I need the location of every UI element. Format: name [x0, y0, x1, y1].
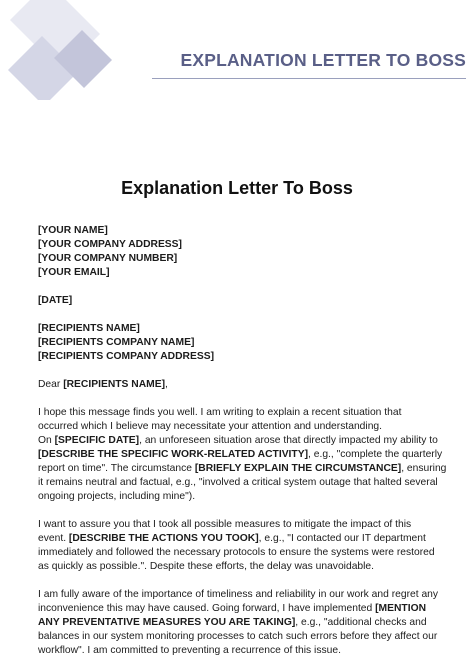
placeholder-text: [DESCRIBE THE SPECIFIC WORK-RELATED ACTIVITY] — [38, 449, 309, 460]
sender-name: [YOUR NAME] — [38, 225, 108, 236]
placeholder-text: [MENTION — [375, 603, 427, 614]
placeholder-text: ANY PREVENTATIVE MEASURES YOU ARE TAKING] — [38, 617, 296, 628]
paragraph-line — [38, 518, 448, 532]
paragraph-line — [38, 434, 448, 448]
paragraph-line — [38, 448, 448, 462]
paragraph-line — [38, 462, 448, 476]
paragraph-line — [38, 490, 448, 504]
paragraph-line — [38, 420, 448, 434]
body-text: workflow". I am committed to preventing a recurrence of this issue. — [38, 645, 341, 656]
body-text: as quickly as possible.". Despite these efforts, the delay was unavoidable. — [38, 561, 375, 572]
placeholder-text: [SPECIFIC DATE] — [54, 435, 140, 446]
body-text: ongoing projects, including mine"). — [38, 491, 196, 502]
placeholder-text: [BRIEFLY EXPLAIN THE CIRCUMSTANCE] — [194, 463, 402, 474]
sender-email: [YOUR EMAIL] — [38, 267, 110, 278]
recipient-company-address: [RECIPIENTS COMPANY ADDRESS] — [38, 351, 215, 362]
body-text: , an unforeseen situation arose that directly impacted my ability to — [139, 435, 438, 446]
paragraph-line — [38, 588, 448, 602]
paragraph-line — [38, 630, 448, 644]
body-text: I hope this message finds you well. I am writing to explain a recent situation that — [38, 407, 402, 418]
paragraph-line — [38, 644, 448, 658]
body-text: immediately and followed the necessary protocols to ensure the systems were restored — [38, 547, 435, 558]
paragraph-line — [38, 546, 448, 560]
salutation-suffix: , — [165, 379, 168, 390]
placeholder-text: [DESCRIBE THE ACTIONS YOU TOOK] — [68, 533, 259, 544]
paragraph-line — [38, 476, 448, 490]
body-text: inconvenience this may have caused. Going forward, I have implemented — [38, 603, 376, 614]
body-paragraphs — [38, 406, 448, 658]
paragraph-line — [38, 560, 448, 574]
paragraph-line — [38, 532, 448, 546]
letter-body — [38, 224, 448, 658]
body-text: I am fully aware of the importance of timeliness and reliability in our work and regret any — [38, 589, 439, 600]
recipient-name: [RECIPIENTS NAME] — [38, 323, 140, 334]
body-text: report on time". The circumstance — [38, 463, 195, 474]
paragraph-line — [38, 602, 448, 616]
body-text: On — [38, 435, 55, 446]
paragraph-line — [38, 406, 448, 420]
header-divider — [152, 78, 466, 79]
body-text: , e.g., "complete the quarterly — [308, 449, 443, 460]
sender-address: [YOUR COMPANY ADDRESS] — [38, 239, 182, 250]
body-text: occurred which I believe may necessitate your attention and understanding. — [38, 421, 383, 432]
body-text: , ensuring — [401, 463, 447, 474]
logo — [0, 0, 150, 100]
salutation — [38, 378, 448, 392]
paragraph-line — [38, 616, 448, 630]
header-title: EXPLANATION LETTER TO BOSS — [180, 50, 466, 70]
body-text: it remains neutral and factual, e.g., "involved a critical system outage that halted several — [38, 477, 438, 488]
body-text: , e.g., "I contacted our IT department — [258, 533, 426, 544]
recipient-company-name: [RECIPIENTS COMPANY NAME] — [38, 337, 195, 348]
letter-date: [DATE] — [38, 295, 73, 306]
sender-number: [YOUR COMPANY NUMBER] — [38, 253, 178, 264]
body-text: balances in our system monitoring processes to catch such errors before they affect our — [38, 631, 438, 642]
salutation-name: [RECIPIENTS NAME] — [63, 379, 166, 390]
salutation-prefix: Dear — [38, 379, 64, 390]
body-text: I want to assure you that I took all possible measures to mitigate the impact of this — [38, 519, 412, 530]
body-text: , e.g., "additional checks and — [295, 617, 427, 628]
body-text: event. — [38, 533, 69, 544]
document-title: Explanation Letter To Boss — [121, 178, 353, 198]
